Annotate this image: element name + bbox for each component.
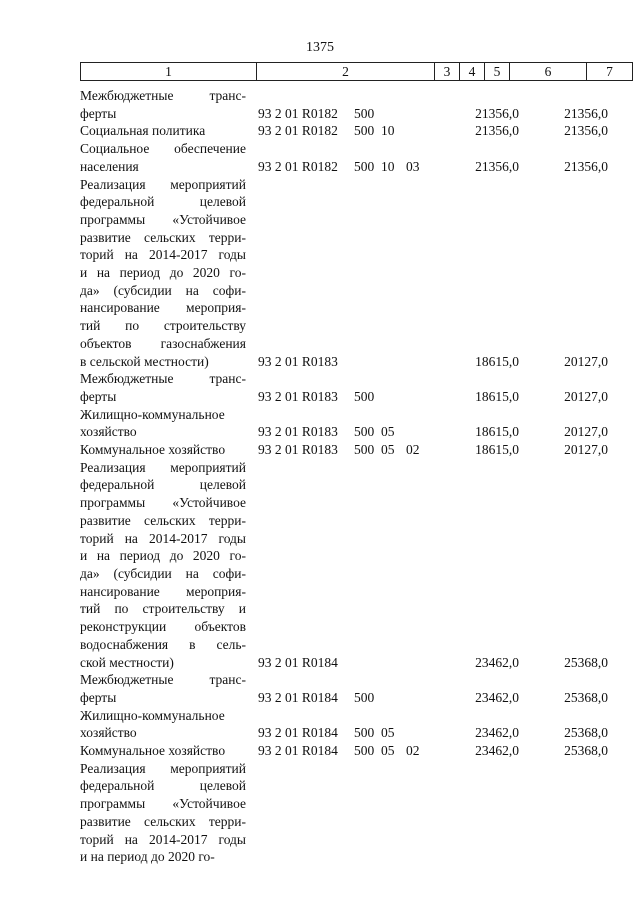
row-name-line: ферты xyxy=(80,689,117,705)
row-name-line: Межбюджетные транс- xyxy=(80,88,246,103)
col4-cell: 05 xyxy=(381,743,395,759)
table-row xyxy=(80,406,633,441)
col5-cell: 02 xyxy=(406,743,420,759)
row-name-line: Жилищно-коммунальное xyxy=(80,406,225,422)
row-name-line: торий на 2014-2017 годы xyxy=(80,831,246,847)
row-name-line: водоснабжения в сель- xyxy=(80,636,246,652)
col3-cell: 500 xyxy=(354,725,375,741)
header-col-3: 3 xyxy=(434,63,459,80)
value-2018-cell: 20127,0 xyxy=(564,353,608,369)
code-cell: 93 2 01 R0184 xyxy=(258,743,338,759)
value-2017-cell: 21356,0 xyxy=(475,105,519,121)
value-2017-cell: 23462,0 xyxy=(475,654,519,670)
value-2018-cell: 20127,0 xyxy=(564,442,608,458)
row-name-line: Реализация мероприятий xyxy=(80,176,246,192)
header-col-5: 5 xyxy=(484,63,509,80)
table-row xyxy=(80,671,633,706)
table-row xyxy=(80,370,633,405)
code-cell: 93 2 01 R0182 xyxy=(258,123,338,139)
row-name-line: тий по строительству xyxy=(80,318,246,334)
value-2017-cell: 18615,0 xyxy=(475,388,519,404)
row-name-line: программы «Устойчивое xyxy=(80,211,246,227)
value-2017-cell: 18615,0 xyxy=(475,442,519,458)
row-name-line: программы «Устойчивое xyxy=(80,495,246,511)
code-cell: 93 2 01 R0183 xyxy=(258,442,338,458)
row-name-line: федеральной целевой xyxy=(80,778,246,794)
table-row xyxy=(80,122,633,140)
value-2018-cell: 25368,0 xyxy=(564,654,608,670)
col5-cell: 02 xyxy=(406,442,420,458)
row-name-line: ферты xyxy=(80,105,117,121)
row-name-line: развитие сельских терри- xyxy=(80,229,246,245)
col3-cell: 500 xyxy=(354,158,375,174)
table-row xyxy=(80,760,633,866)
row-name-line: федеральной целевой xyxy=(80,477,246,493)
code-cell: 93 2 01 R0183 xyxy=(258,424,338,440)
row-name-line: Коммунальное хозяйство xyxy=(80,442,226,458)
row-name-line: нансирование мероприя- xyxy=(80,300,246,316)
col5-cell: 03 xyxy=(406,158,420,174)
row-name-line: ферты xyxy=(80,388,117,404)
col3-cell: 500 xyxy=(354,442,375,458)
table-row xyxy=(80,87,633,122)
row-name-line: Межбюджетные транс- xyxy=(80,672,246,688)
row-name-line: Жилищно-коммунальное xyxy=(80,707,225,723)
value-2017-cell: 23462,0 xyxy=(475,689,519,705)
table-row xyxy=(80,140,633,175)
col4-cell: 05 xyxy=(381,442,395,458)
value-2018-cell: 25368,0 xyxy=(564,743,608,759)
code-cell: 93 2 01 R0184 xyxy=(258,654,338,670)
value-2018-cell: 21356,0 xyxy=(564,123,608,139)
row-name-line: хозяйство xyxy=(80,424,137,440)
row-name-line: и на период до 2020 го- xyxy=(80,548,246,564)
table-body xyxy=(80,87,633,866)
header-col-2: 2 xyxy=(256,63,434,80)
code-cell: 93 2 01 R0183 xyxy=(258,353,338,369)
table-row xyxy=(80,459,633,671)
row-name xyxy=(80,459,246,671)
code-cell: 93 2 01 R0182 xyxy=(258,158,338,174)
table-row xyxy=(80,707,633,742)
row-name-line: торий на 2014-2017 годы xyxy=(80,247,246,263)
row-name-line: программы «Устойчивое xyxy=(80,796,246,812)
col4-cell: 10 xyxy=(381,123,395,139)
row-name-line: нансирование мероприя- xyxy=(80,583,246,599)
row-name-line: развитие сельских терри- xyxy=(80,512,246,528)
col3-cell: 500 xyxy=(354,105,375,121)
row-name xyxy=(80,176,246,371)
header-col-7: 7 xyxy=(586,63,633,80)
col4-cell: 05 xyxy=(381,424,395,440)
col3-cell: 500 xyxy=(354,123,375,139)
value-2017-cell: 23462,0 xyxy=(475,725,519,741)
row-name-line: федеральной целевой xyxy=(80,194,246,210)
header-col-6: 6 xyxy=(509,63,586,80)
row-name-line: да» (субсидии на софи- xyxy=(80,282,246,298)
code-cell: 93 2 01 R0182 xyxy=(258,105,338,121)
value-2017-cell: 18615,0 xyxy=(475,353,519,369)
row-name-line: Коммунальное хозяйство xyxy=(80,743,226,759)
row-name-line: Социальная политика xyxy=(80,123,206,139)
value-2017-cell: 23462,0 xyxy=(475,743,519,759)
header-col-1: 1 xyxy=(80,63,256,80)
code-cell: 93 2 01 R0183 xyxy=(258,388,338,404)
value-2018-cell: 21356,0 xyxy=(564,158,608,174)
row-name-line: ской местности) xyxy=(80,654,174,670)
col4-cell: 05 xyxy=(381,725,395,741)
row-name-line: в сельской местности) xyxy=(80,353,209,369)
col3-cell: 500 xyxy=(354,388,375,404)
value-2018-cell: 25368,0 xyxy=(564,725,608,741)
value-2018-cell: 20127,0 xyxy=(564,388,608,404)
row-name-line: населения xyxy=(80,158,139,174)
row-name-line: Межбюджетные транс- xyxy=(80,371,246,387)
row-name-line: хозяйство xyxy=(80,725,137,741)
row-name-line: и на период до 2020 го- xyxy=(80,849,215,865)
header-col-4: 4 xyxy=(459,63,484,80)
row-name-line: развитие сельских терри- xyxy=(80,813,246,829)
page-number: 1375 xyxy=(306,40,334,55)
row-name-line: реконструкции объектов xyxy=(80,619,246,635)
value-2017-cell: 18615,0 xyxy=(475,424,519,440)
code-cell: 93 2 01 R0184 xyxy=(258,689,338,705)
row-name-line: и на период до 2020 го- xyxy=(80,265,246,281)
row-name-line: Социальное обеспечение xyxy=(80,141,246,157)
row-name-line: Реализация мероприятий xyxy=(80,459,246,475)
table-row xyxy=(80,742,633,760)
col4-cell: 10 xyxy=(381,158,395,174)
col3-cell: 500 xyxy=(354,424,375,440)
value-2018-cell: 20127,0 xyxy=(564,424,608,440)
table-row xyxy=(80,441,633,459)
col3-cell: 500 xyxy=(354,689,375,705)
row-name-line: тий по строительству и xyxy=(80,601,246,617)
value-2018-cell: 21356,0 xyxy=(564,105,608,121)
value-2017-cell: 21356,0 xyxy=(475,123,519,139)
code-cell: 93 2 01 R0184 xyxy=(258,725,338,741)
row-name-line: Реализация мероприятий xyxy=(80,760,246,776)
row-name-line: да» (субсидии на софи- xyxy=(80,565,246,581)
col3-cell: 500 xyxy=(354,743,375,759)
row-name-line: торий на 2014-2017 годы xyxy=(80,530,246,546)
value-2018-cell: 25368,0 xyxy=(564,689,608,705)
row-name-line: объектов газоснабжения xyxy=(80,335,246,351)
table-row xyxy=(80,176,633,371)
value-2017-cell: 21356,0 xyxy=(475,158,519,174)
table-header xyxy=(80,62,633,81)
